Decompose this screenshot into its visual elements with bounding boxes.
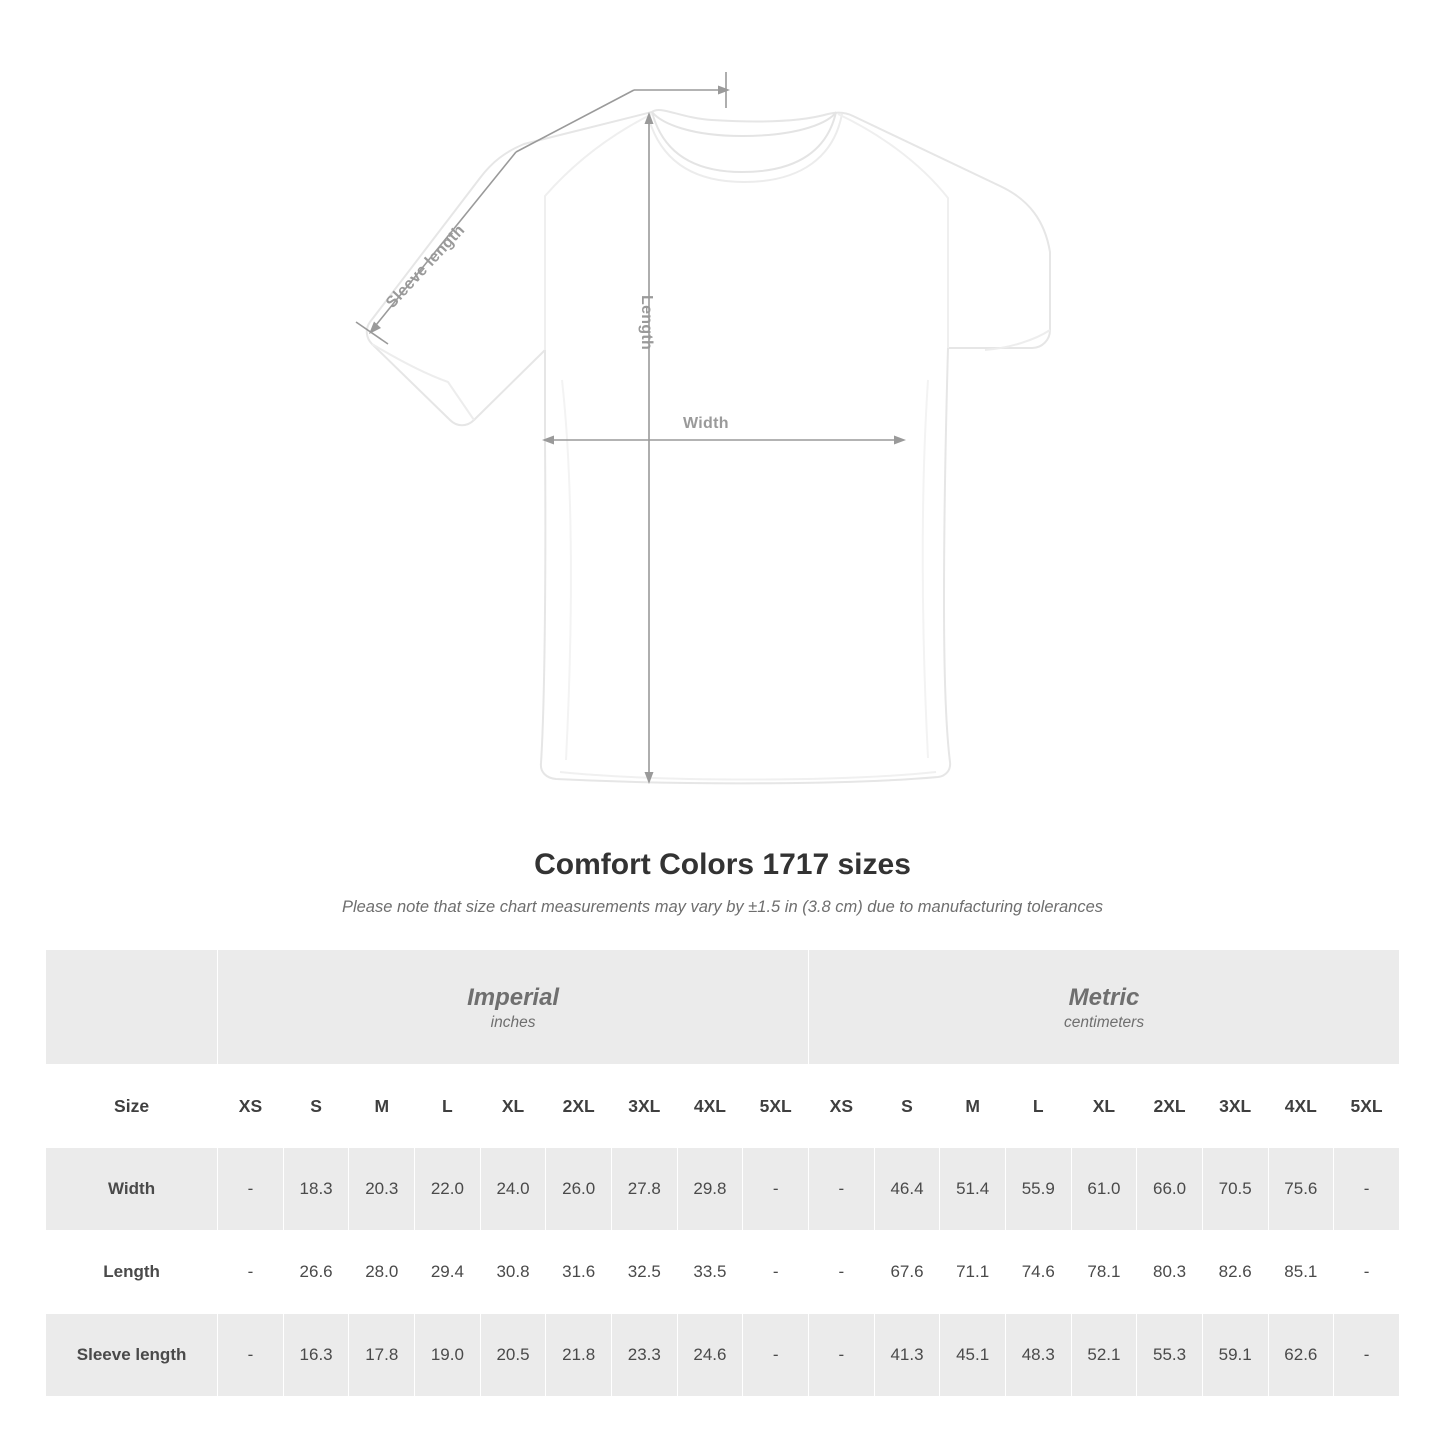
size-header-row: [46, 1065, 1400, 1148]
cell-width-imperial-xs: -: [218, 1148, 284, 1231]
cell-width-imperial-m: 20.3: [349, 1148, 415, 1231]
cell-length-imperial-5xl: -: [743, 1231, 809, 1314]
column-header-imperial-xs: XS: [218, 1065, 284, 1148]
cell-sleeve-imperial-4xl: 24.6: [677, 1314, 743, 1397]
cell-length-metric-xs: -: [809, 1231, 875, 1314]
cell-sleeve-imperial-xs: -: [218, 1314, 284, 1397]
page-title: Comfort Colors 1717 sizes: [534, 848, 911, 881]
column-header-imperial-s: S: [283, 1065, 349, 1148]
unit-header-spacer: [46, 950, 218, 1065]
column-header-metric-2xl: 2XL: [1137, 1065, 1203, 1148]
cell-width-metric-m: 51.4: [940, 1148, 1006, 1231]
table-row: [46, 1148, 1400, 1231]
cell-sleeve-metric-5xl: -: [1334, 1314, 1400, 1397]
cell-sleeve-metric-m: 45.1: [940, 1314, 1006, 1397]
column-header-imperial-m: M: [349, 1065, 415, 1148]
column-header-imperial-3xl: 3XL: [611, 1065, 677, 1148]
cell-length-imperial-s: 26.6: [283, 1231, 349, 1314]
cell-length-imperial-m: 28.0: [349, 1231, 415, 1314]
cell-sleeve-imperial-m: 17.8: [349, 1314, 415, 1397]
row-label-length: Length: [46, 1231, 218, 1314]
cell-width-imperial-2xl: 26.0: [546, 1148, 612, 1231]
column-header-imperial-l: L: [415, 1065, 481, 1148]
cell-width-metric-4xl: 75.6: [1268, 1148, 1334, 1231]
cell-sleeve-metric-2xl: 55.3: [1137, 1314, 1203, 1397]
cell-sleeve-imperial-xl: 20.5: [480, 1314, 546, 1397]
cell-sleeve-imperial-l: 19.0: [415, 1314, 481, 1397]
size-table-wrap: [45, 949, 1400, 1397]
cell-length-metric-s: 67.6: [874, 1231, 940, 1314]
length-dimension-label: Length: [638, 295, 655, 351]
cell-width-imperial-5xl: -: [743, 1148, 809, 1231]
cell-length-imperial-xl: 30.8: [480, 1231, 546, 1314]
cell-sleeve-imperial-2xl: 21.8: [546, 1314, 612, 1397]
cell-width-metric-l: 55.9: [1005, 1148, 1071, 1231]
column-header-metric-xl: XL: [1071, 1065, 1137, 1148]
row-label-width: Width: [46, 1148, 218, 1231]
table-row: [46, 1314, 1400, 1397]
cell-width-imperial-s: 18.3: [283, 1148, 349, 1231]
column-header-metric-l: L: [1005, 1065, 1071, 1148]
column-header-metric-5xl: 5XL: [1334, 1065, 1400, 1148]
cell-width-imperial-4xl: 29.8: [677, 1148, 743, 1231]
unit-header-metric: [809, 950, 1400, 1065]
cell-length-imperial-3xl: 32.5: [611, 1231, 677, 1314]
cell-length-metric-5xl: -: [1334, 1231, 1400, 1314]
cell-width-imperial-3xl: 27.8: [611, 1148, 677, 1231]
column-header-metric-xs: XS: [809, 1065, 875, 1148]
cell-length-metric-3xl: 82.6: [1202, 1231, 1268, 1314]
column-header-metric-3xl: 3XL: [1202, 1065, 1268, 1148]
column-header-metric-m: M: [940, 1065, 1006, 1148]
cell-length-metric-xl: 78.1: [1071, 1231, 1137, 1314]
column-header-metric-4xl: 4XL: [1268, 1065, 1334, 1148]
row-label-sleeve-length: Sleeve length: [46, 1314, 218, 1397]
cell-length-metric-m: 71.1: [940, 1231, 1006, 1314]
cell-width-metric-xs: -: [809, 1148, 875, 1231]
column-header-imperial-4xl: 4XL: [677, 1065, 743, 1148]
cell-length-imperial-l: 29.4: [415, 1231, 481, 1314]
tolerance-note: Please note that size chart measurements may vary by ±1.5 in (3.8 cm) due to manufacturing tolerances: [341, 898, 1104, 916]
cell-sleeve-imperial-3xl: 23.3: [611, 1314, 677, 1397]
cell-width-metric-3xl: 70.5: [1202, 1148, 1268, 1231]
column-header-imperial-2xl: 2XL: [546, 1065, 612, 1148]
cell-length-imperial-2xl: 31.6: [546, 1231, 612, 1314]
column-header-size: Size: [46, 1065, 218, 1148]
cell-sleeve-metric-4xl: 62.6: [1268, 1314, 1334, 1397]
cell-sleeve-metric-s: 41.3: [874, 1314, 940, 1397]
cell-length-metric-4xl: 85.1: [1268, 1231, 1334, 1314]
cell-sleeve-metric-xs: -: [809, 1314, 875, 1397]
cell-length-imperial-xs: -: [218, 1231, 284, 1314]
table-row: [46, 1231, 1400, 1314]
column-header-metric-s: S: [874, 1065, 940, 1148]
cell-width-metric-xl: 61.0: [1071, 1148, 1137, 1231]
sleeve-length-dimension-label: Sleeve length: [383, 221, 469, 312]
cell-sleeve-metric-l: 48.3: [1005, 1314, 1071, 1397]
unit-header-imperial: [218, 950, 809, 1065]
metric-sub: centimeters: [1063, 1014, 1145, 1032]
cell-length-metric-l: 74.6: [1005, 1231, 1071, 1314]
unit-header-row: [46, 950, 1400, 1065]
size-chart-table: [45, 949, 1400, 1397]
cell-sleeve-metric-xl: 52.1: [1071, 1314, 1137, 1397]
cell-sleeve-imperial-s: 16.3: [283, 1314, 349, 1397]
width-dimension-label: Width: [683, 415, 729, 432]
metric-name: Metric: [1068, 983, 1140, 1011]
cell-length-metric-2xl: 80.3: [1137, 1231, 1203, 1314]
imperial-name: Imperial: [467, 983, 560, 1011]
cell-width-metric-5xl: -: [1334, 1148, 1400, 1231]
cell-width-imperial-l: 22.0: [415, 1148, 481, 1231]
cell-sleeve-metric-3xl: 59.1: [1202, 1314, 1268, 1397]
imperial-sub: inches: [490, 1014, 536, 1032]
cell-width-imperial-xl: 24.0: [480, 1148, 546, 1231]
column-header-imperial-xl: XL: [480, 1065, 546, 1148]
column-header-imperial-5xl: 5XL: [743, 1065, 809, 1148]
cell-length-imperial-4xl: 33.5: [677, 1231, 743, 1314]
cell-width-metric-2xl: 66.0: [1137, 1148, 1203, 1231]
cell-width-metric-s: 46.4: [874, 1148, 940, 1231]
cell-sleeve-imperial-5xl: -: [743, 1314, 809, 1397]
